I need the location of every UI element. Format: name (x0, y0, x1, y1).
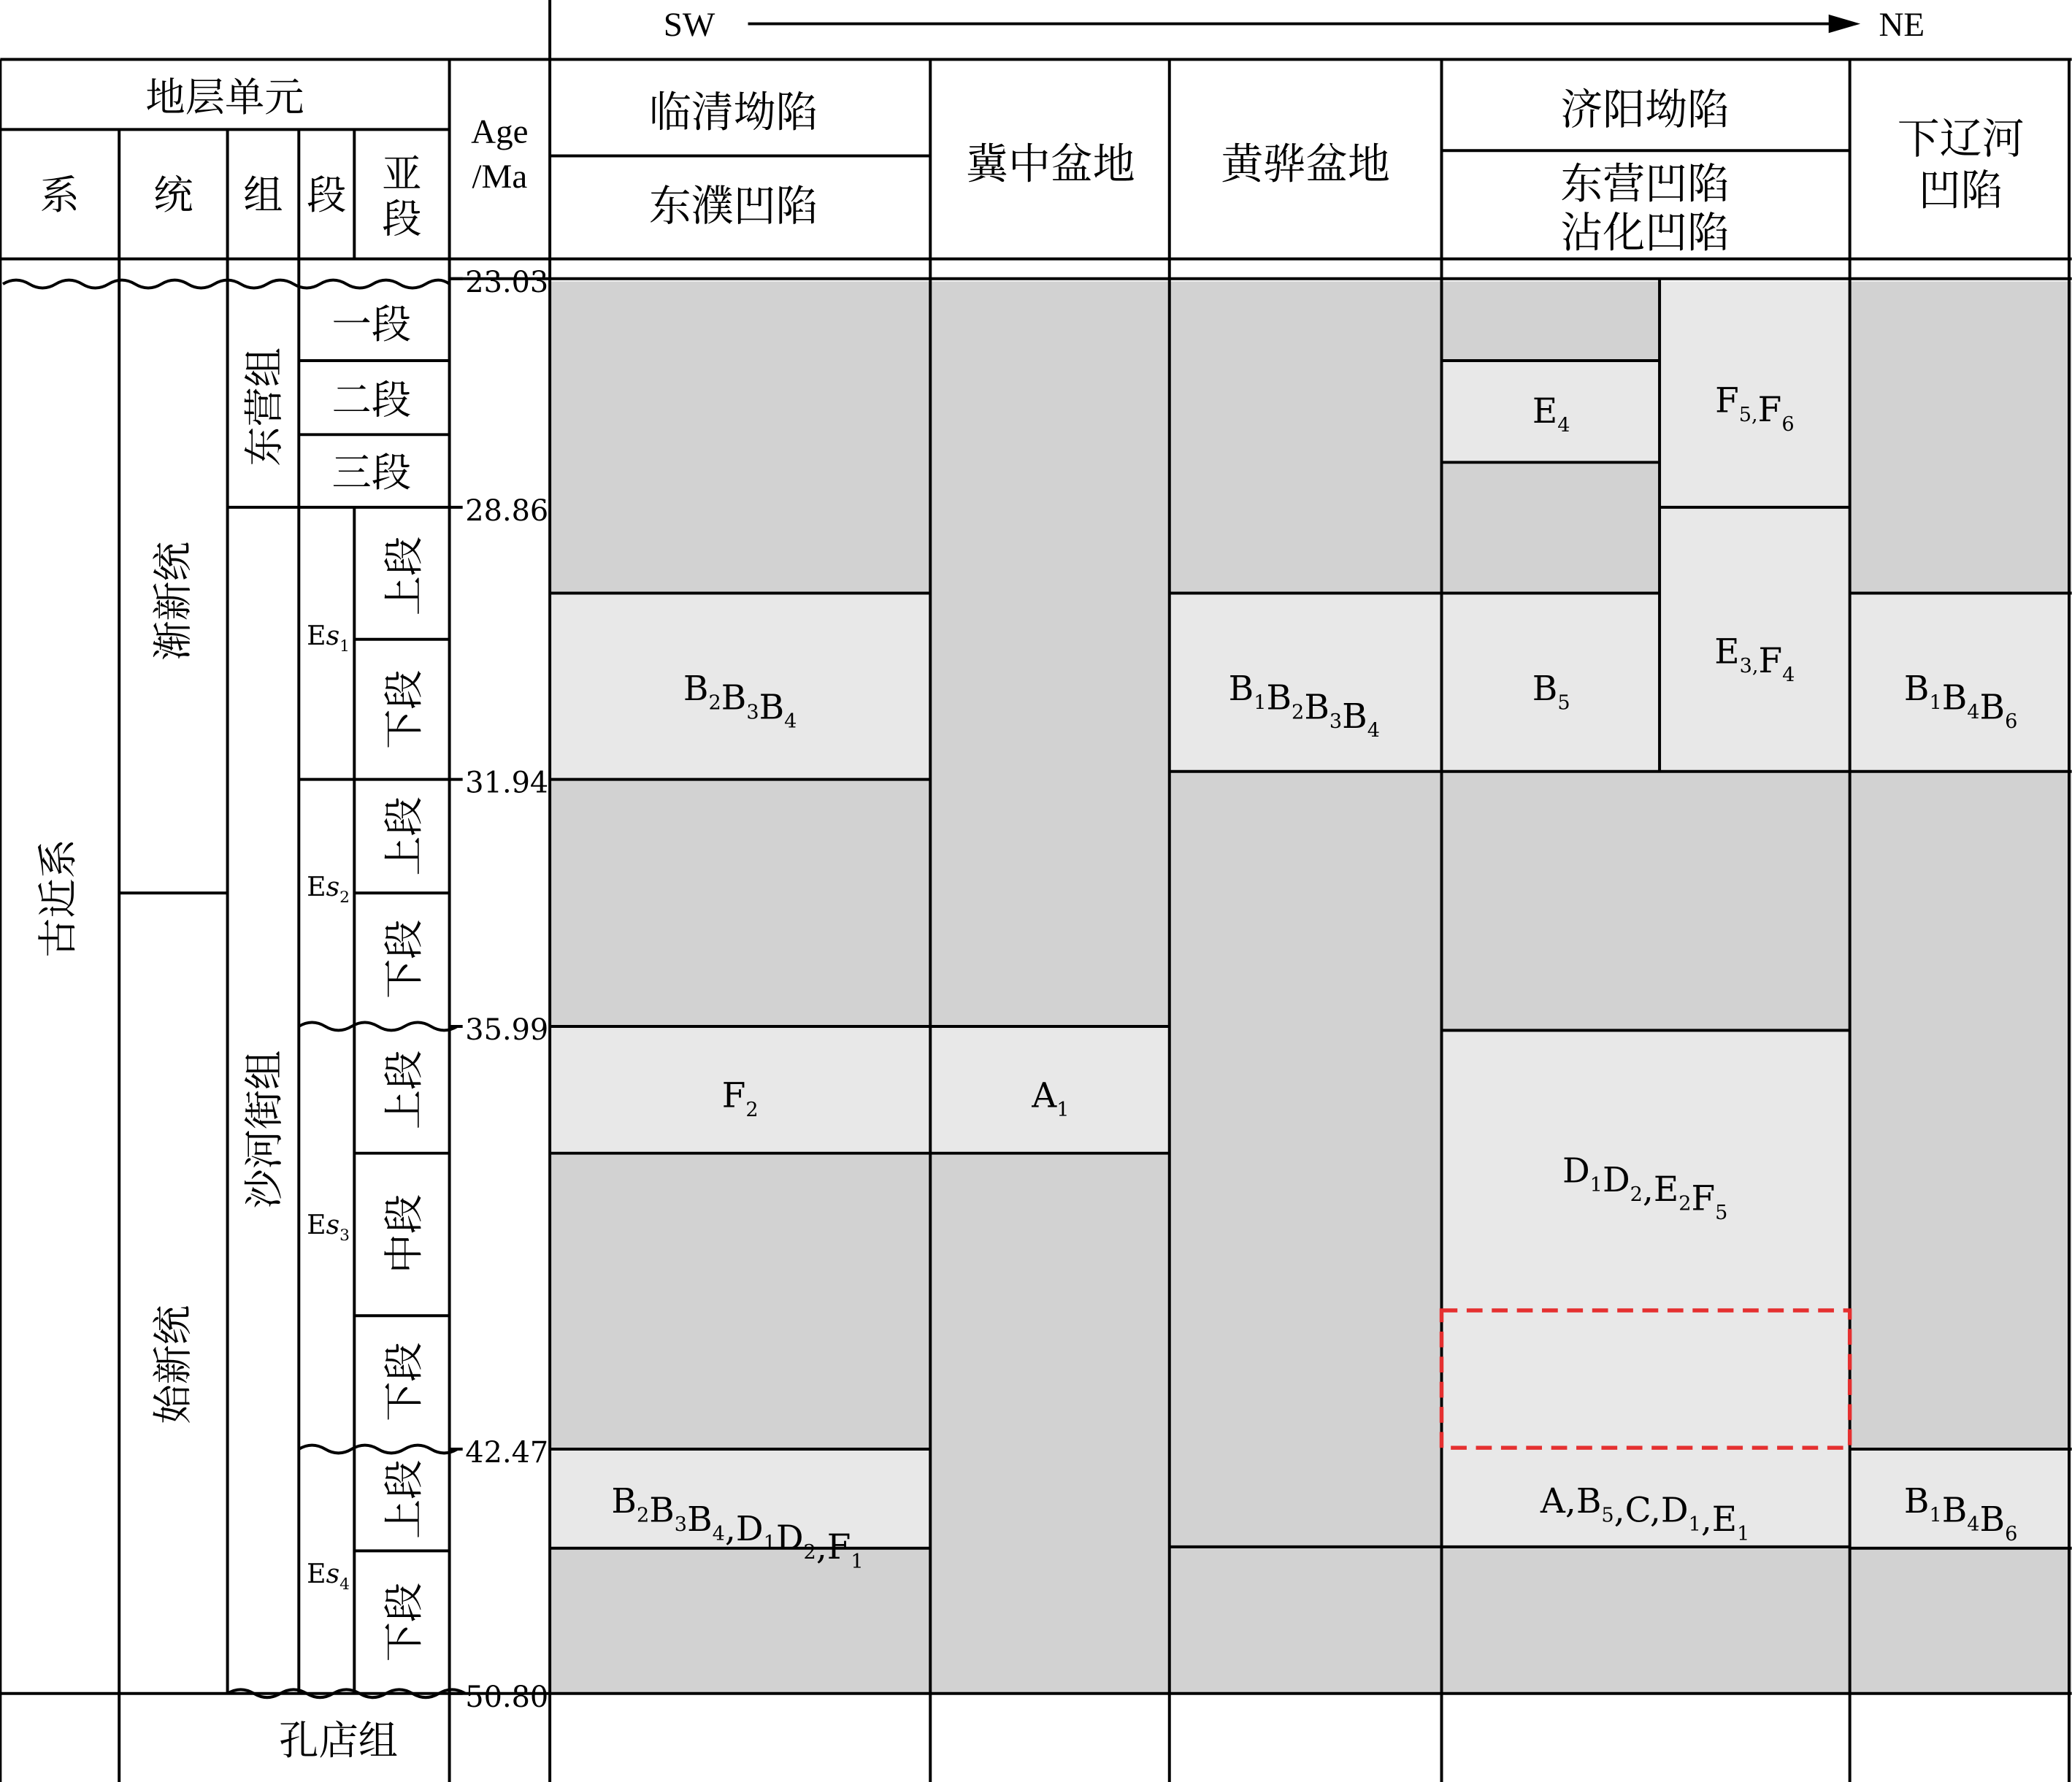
es-label-subscript: 4 (339, 1575, 350, 1594)
dongying-dark-top (1442, 281, 1660, 361)
cell-label-subscript: 2 (1630, 1183, 1643, 1206)
huanghua-dark-lower (1170, 772, 1442, 1547)
cell-label-subscript: 4 (1782, 664, 1795, 687)
es-member-1 (307, 620, 350, 656)
header-submember-2: 段 (382, 196, 422, 242)
age-23-03: 23.03 (465, 265, 549, 299)
cell-label-subscript: 6 (2005, 1522, 2018, 1545)
es-member-2 (307, 871, 350, 907)
es-label-subscript: 3 (339, 1226, 350, 1245)
header-age-2: /Ma (472, 157, 528, 196)
es-label-italic: s (326, 1557, 340, 1589)
cell-label-base: B (687, 1499, 713, 1540)
dongying-dark-mid (1442, 462, 1660, 593)
cell-label-subscript: 1 (1254, 691, 1267, 715)
cell-label-subscript: 1 (1737, 1522, 1750, 1545)
unconformity-es3-top (299, 1023, 457, 1031)
es-label-italic: s (326, 620, 340, 652)
es-member-4 (307, 1558, 350, 1594)
cell-label-base: B (1903, 1480, 1930, 1521)
dy-member-1: 一段 (331, 302, 412, 348)
age-35-99: 35.99 (465, 1013, 549, 1048)
dy-member-2: 二段 (331, 377, 412, 423)
fill-layer (550, 281, 2072, 1693)
xialiaohe-dark-dy (1850, 281, 2072, 593)
cell-label-subscript: 1 (1589, 1174, 1603, 1197)
header-strat-unit: 地层单元 (145, 74, 304, 120)
formation-dongying: 东营组 (241, 347, 288, 466)
cell-label-subscript: 4 (712, 1522, 725, 1545)
cell-label-subscript: 6 (2005, 710, 2018, 734)
cell-label-base: D (1562, 1151, 1590, 1191)
xialiaohe-dark-mid (1850, 772, 2072, 1449)
linqing-dark-es4 (550, 1548, 930, 1694)
linqing-dark-es2 (550, 780, 930, 1026)
cell-label-subscript: 4 (1367, 719, 1380, 742)
cell-label-base: ,E (1642, 1169, 1679, 1210)
direction-sw-label: SW (663, 5, 715, 44)
cell-label-base: F (1691, 1178, 1716, 1219)
es-label-italic: s (326, 1209, 340, 1241)
es-label-base: E (307, 1209, 326, 1241)
es3-upper: 上段 (381, 1050, 428, 1130)
cell-label-subscript: 3 (674, 1513, 688, 1537)
cell-label-base: B (1941, 1490, 1968, 1531)
series-eocene: 始新统 (150, 1305, 196, 1424)
age-31-94: 31.94 (465, 766, 549, 800)
cell-label-base: B (1903, 669, 1930, 710)
cell-label-base: B (1979, 687, 2006, 728)
cell-label-subscript: 2 (1678, 1192, 1692, 1215)
cell-label-base: E (1532, 391, 1558, 432)
cell-label-base: ,D (724, 1508, 764, 1549)
cell-label-base: ,F (816, 1527, 851, 1568)
linqing-dark-dy (550, 281, 930, 593)
cell-label-subscript: 2 (745, 1099, 759, 1122)
direction-indicator (664, 6, 1925, 44)
header-formation: 组 (243, 172, 283, 218)
cell-label-base: D (1602, 1160, 1630, 1201)
header-age-1: Age (471, 112, 529, 151)
header-jizhong: 冀中盆地 (966, 139, 1135, 189)
cell-label-base: B (611, 1480, 637, 1521)
cell-label-subscript: 4 (1967, 701, 1980, 724)
cell-label-subscript: 4 (1557, 414, 1570, 437)
header-system: 系 (39, 172, 80, 218)
cell-label-base: B (1941, 677, 1968, 718)
age-42-47: 42.47 (465, 1436, 549, 1470)
cell-label-subscript: 2 (1292, 701, 1305, 724)
header-series: 统 (153, 172, 193, 218)
cell-label-subscript: 4 (1967, 1513, 1980, 1537)
cell-label-subscript: 3 (1329, 710, 1343, 734)
header-huanghua: 黄骅盆地 (1221, 139, 1390, 189)
header-member: 段 (307, 172, 347, 218)
es-label-subscript: 1 (339, 637, 350, 656)
system-paleogene: 古近系 (35, 839, 82, 958)
jiyang-dark-es2 (1442, 772, 1850, 1031)
cell-label-subscript: 5 (1601, 1504, 1614, 1527)
es1-upper: 上段 (381, 536, 428, 616)
cell-label-subscript: 3 (746, 701, 759, 724)
es-label-base: E (307, 1557, 326, 1589)
jiyang-dark-base (1442, 1547, 1850, 1694)
huanghua-dark-base (1170, 1547, 1442, 1694)
series-oligocene: 渐新统 (150, 541, 196, 661)
cell-label-base: ,C,D (1614, 1490, 1689, 1531)
cell-label-base: F (1758, 641, 1783, 682)
cell-label-subscript: 5 (1715, 1202, 1728, 1225)
cell-label-subscript: 2 (636, 1504, 650, 1527)
cell-label-base: B (1342, 696, 1367, 737)
es4-upper: 上段 (381, 1459, 428, 1540)
cell-label-subscript: 5 (1557, 691, 1570, 715)
dy-member-3: 三段 (331, 449, 412, 496)
header-xialiaohe-2: 凹陷 (1918, 165, 2003, 215)
cell-label-subscript: 1 (763, 1532, 776, 1555)
cell-label-base: D (775, 1518, 804, 1559)
es2-upper: 上段 (381, 796, 428, 876)
jizhong-dark-lower (930, 1153, 1170, 1694)
es3-middle: 中段 (381, 1194, 428, 1274)
direction-arrow-head (1829, 15, 1860, 33)
cell-label-base: B (1532, 669, 1558, 710)
header-dongpu: 东濮凹陷 (648, 181, 818, 231)
cell-label-base: B (759, 687, 785, 728)
header-jiyang: 济阳坳陷 (1560, 85, 1730, 135)
direction-ne-label: NE (1879, 5, 1925, 44)
unconformity-es4-top (299, 1445, 457, 1453)
cell-label-base: ,E (1700, 1499, 1738, 1540)
cell-label-base: F (1757, 390, 1782, 431)
linqing-dark-es3 (550, 1153, 930, 1449)
strata-text (35, 302, 427, 1764)
cell-label-subscript: 1 (1929, 691, 1942, 715)
cell-label-base: E (1714, 631, 1740, 672)
formation-kongdian: 孔店组 (279, 1718, 398, 1764)
es-member-labels (307, 620, 350, 1594)
header-dongying: 东营凹陷 (1560, 158, 1730, 209)
age-50-80: 50.80 (465, 1680, 549, 1714)
es-label-base: E (307, 870, 326, 902)
cell-label-subscript: 5, (1738, 404, 1758, 427)
es1-lower: 下段 (381, 669, 428, 749)
cell-label-base: B (1979, 1499, 2006, 1540)
zhanhua-light-dy (1659, 281, 1850, 507)
age-labels (465, 266, 548, 1714)
huanghua-light-es1 (1170, 593, 1442, 771)
cell-label-base: B (683, 669, 709, 710)
header-submember-1: 亚 (382, 150, 422, 197)
header-linqing: 临清坳陷 (648, 87, 818, 137)
es-label-base: E (307, 620, 326, 652)
cell-label-subscript: 1 (1056, 1099, 1070, 1122)
xialiaohe-dark-base (1850, 1548, 2072, 1694)
cell-label-base: B (1304, 687, 1329, 728)
cell-label-base: B (1266, 677, 1292, 718)
zhanhua-light-es1 (1659, 507, 1850, 772)
cell-label-subscript: 2 (803, 1541, 816, 1564)
es3-lower: 下段 (381, 1342, 428, 1421)
cell-label-subscript: 1 (1688, 1513, 1701, 1537)
es2-lower: 下段 (381, 919, 428, 999)
cell-label-base: A (1032, 1075, 1057, 1116)
es4-lower: 下段 (381, 1582, 428, 1662)
huanghua-dark-dy (1170, 281, 1442, 593)
es-member-3 (307, 1209, 350, 1245)
cell-label-base: F (1715, 380, 1739, 421)
cell-label-base: B (721, 677, 747, 718)
es-label-italic: s (326, 870, 340, 902)
cell-label-subscript: 1 (1929, 1504, 1942, 1527)
age-28-86: 28.86 (465, 493, 549, 528)
cell-label-subscript: 6 (1781, 412, 1795, 436)
cell-label-subscript: 1 (851, 1550, 864, 1573)
es-label-subscript: 2 (339, 888, 350, 907)
header-text (40, 74, 2025, 257)
formation-shahejie: 沙河街组 (241, 1050, 288, 1209)
jizhong-dark-upper (930, 281, 1170, 1026)
header-zhanhua: 沾化凹陷 (1560, 207, 1730, 258)
header-xialiaohe-1: 下辽河 (1897, 113, 2025, 164)
cell-label-subscript: 4 (784, 710, 797, 734)
cell-label-base: B (649, 1490, 675, 1531)
cell-label-base: B (1228, 669, 1254, 710)
cell-label-base: A,B (1540, 1480, 1602, 1521)
cell-label-subscript: 2 (708, 691, 721, 715)
jiyang-light-es3 (1442, 1030, 1850, 1547)
cell-label-base: F (721, 1075, 746, 1116)
cell-label-subscript: 3, (1739, 655, 1759, 678)
